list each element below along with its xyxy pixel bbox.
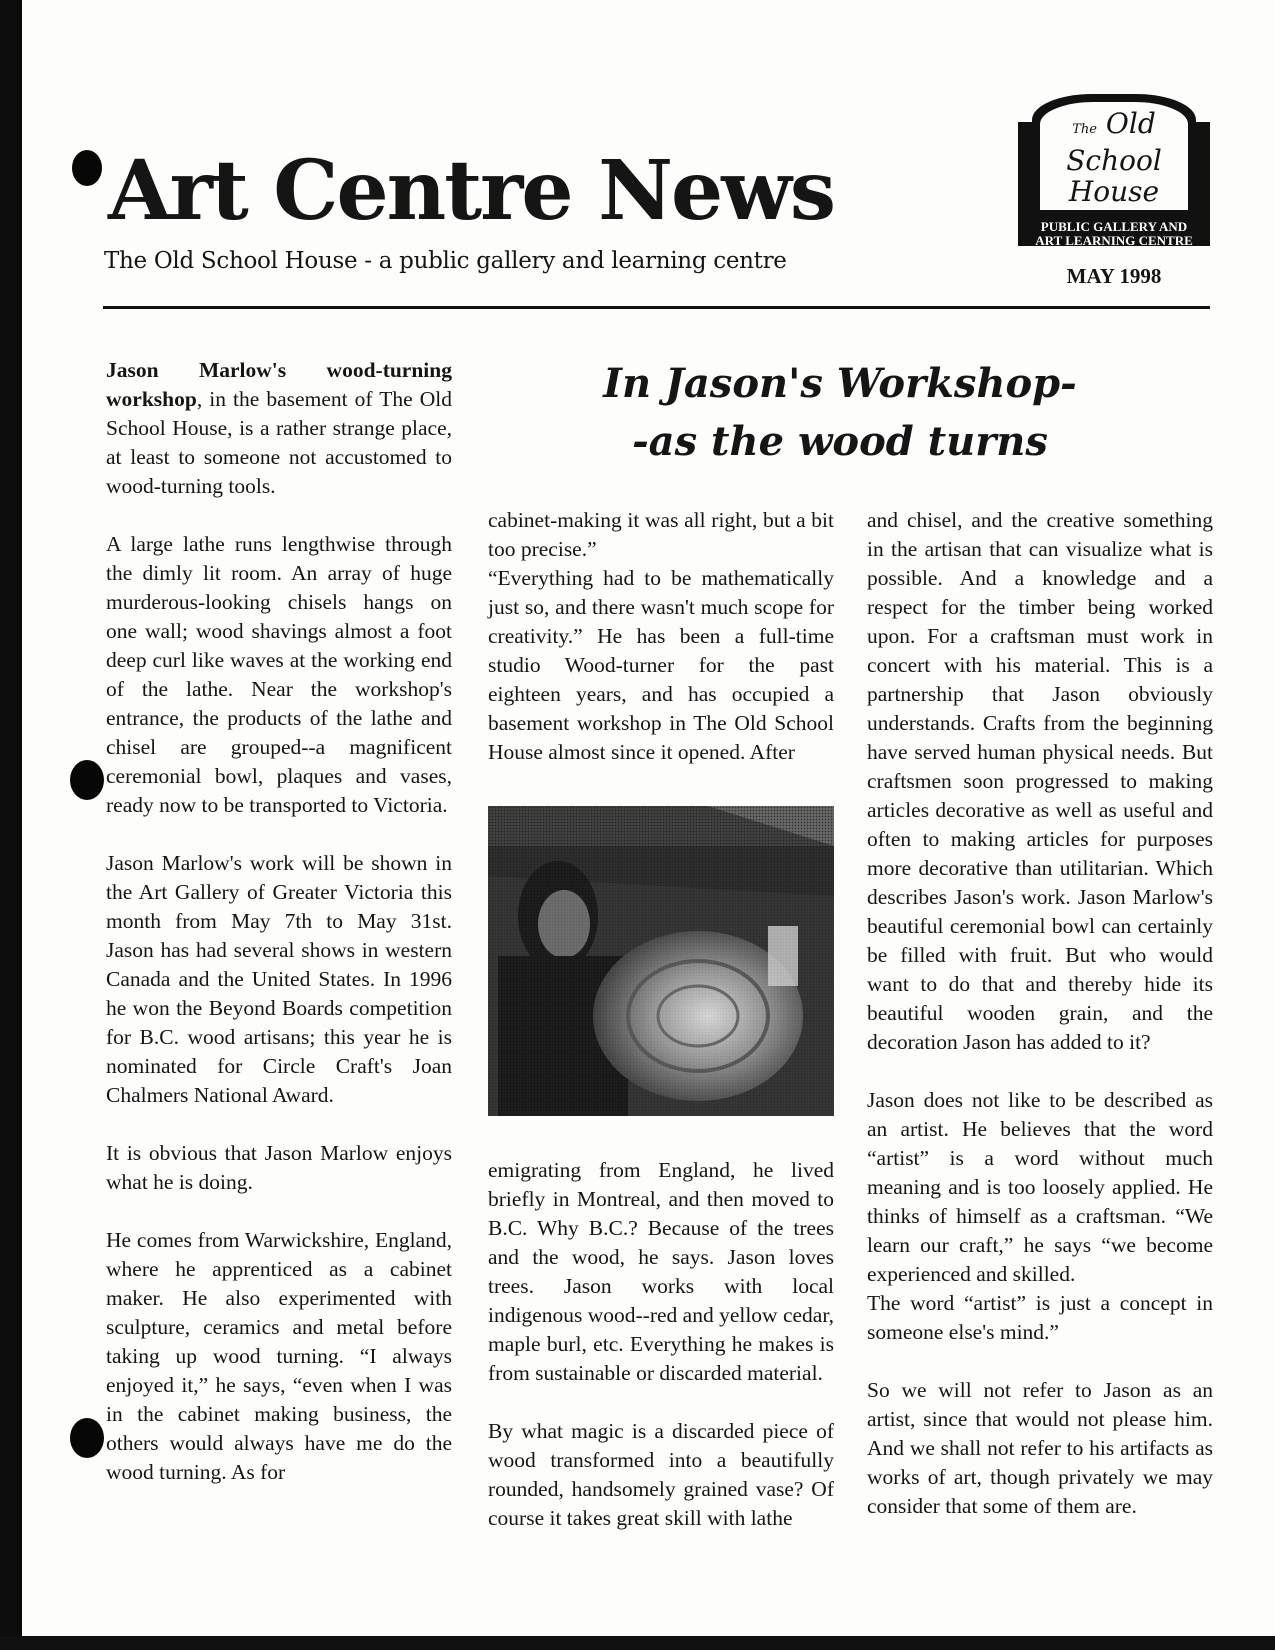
article-column-2-bottom xyxy=(488,1156,834,1533)
punch-hole-middle xyxy=(70,760,104,800)
logo-script-line2: School xyxy=(1066,144,1162,177)
paragraph: A large lathe runs lengthwise through the dimly lit room. An array of huge murderous-looking chisels hangs on one wall; wood shavings almost a foot deep curl like waves at the working end of the lathe. Near the workshop's entrance, the products of the lathe and chisel are grouped--a magnificent ceremonial bowl, plaques and vases, ready now to be transported to Victoria. xyxy=(106,532,452,817)
paragraph: cabinet-making it was all right, but a bit too precise.” xyxy=(488,508,834,561)
paragraph: So we will not refer to Jason as an artist, since that would not please him. And we shall not refer to his artifacts as works of art, though privately we may consider that some of them are. xyxy=(867,1378,1213,1518)
paragraph: The word “artist” is just a concept in someone else's mind.” xyxy=(867,1291,1213,1344)
paragraph: It is obvious that Jason Marlow enjoys what he is doing. xyxy=(106,1141,452,1194)
logo-band xyxy=(1018,220,1210,248)
paragraph: Jason does not like to be described as an artist. He believes that the word “artist” is a word without much meaning and is too loosely applied. He thinks of himself as a craftsman. “We learn our craft,” he says “we become experienced and skilled. xyxy=(867,1088,1213,1286)
lead-paragraph xyxy=(106,356,452,501)
article-column-2-top xyxy=(488,506,834,767)
photo-jason-with-bowl xyxy=(488,806,834,1116)
paragraph: By what magic is a discarded piece of wood transformed into a beautifully rounded, handsomely grained vase? Of course it takes great skill with lathe xyxy=(488,1419,834,1530)
logo-script-text xyxy=(1044,108,1184,207)
punch-hole-bottom xyxy=(70,1418,104,1458)
lead-bold: Jason Marlow's wood-turning workshop xyxy=(106,358,452,411)
logo-script-line3: House xyxy=(1068,175,1160,208)
issue-date: MAY 1998 xyxy=(1066,264,1162,288)
article-column-3 xyxy=(867,506,1213,1521)
article-photo xyxy=(488,806,834,1116)
paragraph: and chisel, and the creative something in the artisan that can visualize what is possible. And a knowledge and a respect for the timber being worked upon. For a craftsman must work in concert with his material. This is a partnership that Jason obviously understands. Crafts from the beginning have served human physical needs. But craftsmen soon progressed to making articles decorative as well as useful and often to making articles for purposes more decorative than utilitarian. Which describes Jason's work. Jason Marlow's beautiful ceremonial bowl can certainly be filled with fruit. But who would want to do that and thereby hide its beautiful wooden grain, and the decoration Jason has added to it? xyxy=(867,508,1213,1054)
headline-line2: -as the wood turns xyxy=(632,418,1048,465)
masthead-subtitle: The Old School House - a public gallery and learning centre xyxy=(104,248,787,274)
logo-script-line1: Old xyxy=(1105,107,1156,140)
old-school-house-logo xyxy=(1018,88,1210,258)
punch-hole-top xyxy=(72,150,102,186)
headline-line1: In Jason's Workshop- xyxy=(603,360,1077,407)
paragraph: He comes from Warwickshire, England, where he apprenticed as a cabinet maker. He also experimented with sculpture, ceramics and metal before taking up wood turning. “I always enjoyed it,” he says, “even when I was in the cabinet making business, the others would always have me do the wood turning. As for xyxy=(106,1228,452,1484)
masthead-rule xyxy=(103,306,1210,309)
masthead-title: Art Centre News xyxy=(108,143,834,239)
scan-bottom-edge xyxy=(0,1636,1275,1650)
paragraph: emigrating from England, he lived briefly in Montreal, and then moved to B.C. Why B.C.? Because of the trees and the wood, he says. Jason loves trees. Jason works with local indigenous wood--red and yellow cedar, maple burl, etc. Everything he makes is from sustainable or discarded material. xyxy=(488,1158,835,1385)
scan-left-edge xyxy=(0,0,22,1650)
lead-rest: , in the basement of The Old School House, is a rather strange place, at least to someone not accustomed to wood-turning tools. xyxy=(106,387,452,498)
logo-band-line2: ART LEARNING CENTRE xyxy=(1035,233,1193,248)
logo-script-the: The xyxy=(1072,122,1097,137)
article-headline xyxy=(580,355,1100,471)
paragraph: “Everything had to be mathematically just so, and there wasn't much scope for creativity.” He has been a full-time studio Wood-turner for the past eighteen years, and has occupied a basement workshop in The Old School House almost since it opened. After xyxy=(488,566,834,764)
article-column-1 xyxy=(106,356,452,1487)
logo-band-line1: PUBLIC GALLERY AND xyxy=(1040,219,1188,234)
paragraph: Jason Marlow's work will be shown in the Art Gallery of Greater Victoria this month from May 7th to May 31st. Jason has had several shows in western Canada and the United States. In 1996 he won the Beyond Boards competition for B.C. wood artisans; this year he is nominated for Circle Craft's Joan Chalmers National Award. xyxy=(106,851,452,1107)
